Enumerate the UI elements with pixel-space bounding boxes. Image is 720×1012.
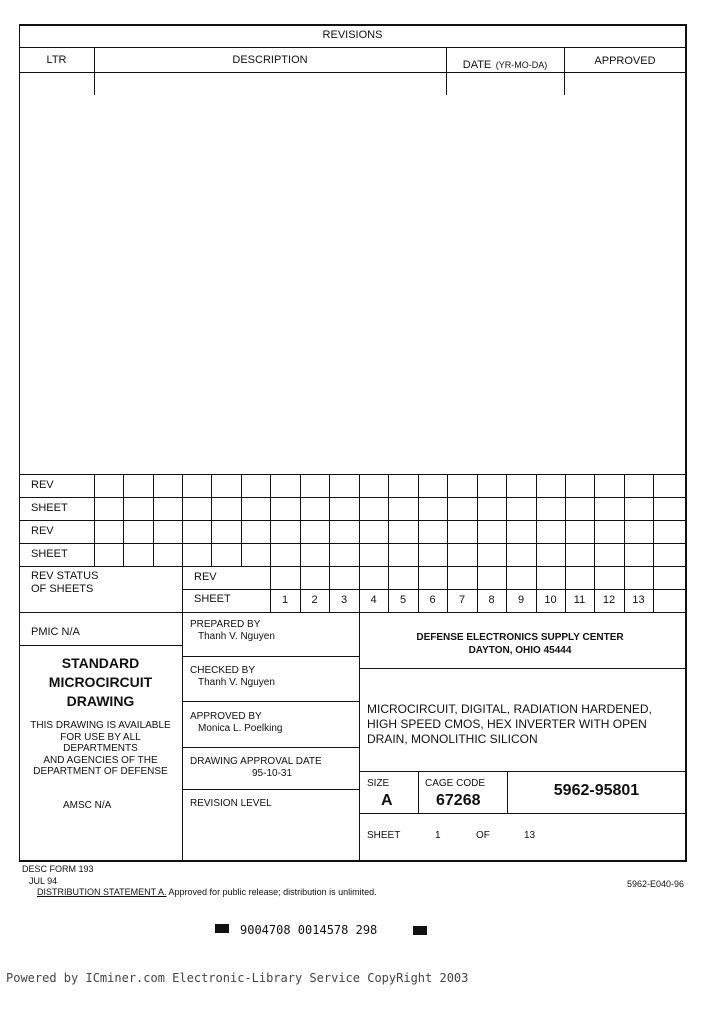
- grid-column-line: [447, 474, 448, 566]
- center-name: DEFENSE ELECTRONICS SUPPLY CENTER: [416, 632, 624, 643]
- rev-status-sheet-label: SHEET: [194, 593, 231, 605]
- grid-column-line: [653, 566, 654, 612]
- grid-line: [19, 612, 686, 613]
- distribution-statement: [37, 888, 377, 897]
- grid-line: [19, 474, 686, 475]
- rev-header-line: [19, 72, 686, 73]
- cage-label: CAGE CODE: [425, 778, 486, 789]
- rev-row-label: REV: [31, 525, 54, 537]
- barcode-number: 9004708 0014578 298: [240, 923, 378, 937]
- grid-column-line: [123, 474, 124, 566]
- grid-column-line: [300, 474, 301, 566]
- grid-column-line: [418, 474, 419, 566]
- tb-line: [182, 747, 359, 748]
- sheet-number-cell: 3: [340, 594, 348, 606]
- grid-column-line: [153, 474, 154, 566]
- tb-line: [182, 566, 183, 860]
- tb-line: [182, 789, 359, 790]
- availability-3: DEPARTMENTS: [63, 743, 138, 754]
- grid-column-line: [241, 474, 242, 566]
- grid-column-line: [594, 474, 595, 566]
- sheet-number-cell: 2: [311, 594, 318, 606]
- sheet-number-cell: 4: [370, 594, 377, 606]
- rev-row-label: REV: [31, 479, 54, 491]
- grid-column-line: [182, 474, 183, 566]
- sheet-number-cell: 5: [399, 594, 407, 606]
- barcode-block-left: [215, 924, 229, 933]
- sheet-number-cell: 9: [517, 594, 525, 606]
- tb-line: [19, 645, 182, 646]
- date-format: (YR-MO-DA): [495, 60, 548, 70]
- title-desc-1: MICROCIRCUIT, DIGITAL, RADIATION HARDENED,: [367, 702, 652, 716]
- tb-line: [182, 701, 359, 702]
- approval-date-value: 95-10-31: [252, 768, 293, 779]
- grid-column-line: [388, 474, 389, 566]
- grid-column-line: [94, 474, 95, 566]
- approval-date-label: DRAWING APPROVAL DATE: [190, 756, 322, 767]
- tb-line: [182, 656, 359, 657]
- availability-2: FOR USE BY ALL: [60, 732, 141, 743]
- title-desc-3: DRAIN, MONOLITHIC SILICON: [367, 732, 538, 746]
- prepared-name: Thanh V. Nguyen: [198, 631, 275, 642]
- revision-level-label: REVISION LEVEL: [190, 798, 272, 809]
- grid-line: [182, 589, 686, 590]
- description-header: DESCRIPTION: [232, 54, 308, 66]
- sheet-row-label: SHEET: [31, 548, 68, 560]
- standard-title-1: STANDARD: [61, 655, 140, 671]
- ltr-header: LTR: [46, 54, 67, 66]
- sheet-total: 13: [524, 830, 536, 841]
- tb-line: [359, 813, 686, 814]
- standard-title-2: MICROCIRCUIT: [48, 674, 153, 690]
- approved-by-label: APPROVED BY: [190, 711, 262, 722]
- availability-1: THIS DRAWING IS AVAILABLE: [30, 720, 171, 731]
- tb-line: [359, 668, 686, 669]
- date-header: [446, 56, 564, 72]
- grid-line: [19, 520, 686, 521]
- grid-column-line: [359, 474, 360, 566]
- approved-header: APPROVED: [594, 55, 656, 67]
- grid-column-line: [506, 474, 507, 566]
- powered-by: Powered by ICminer.com Electronic-Library Service CopyRight 2003: [6, 971, 469, 985]
- prepared-label: PREPARED BY: [190, 619, 261, 630]
- grid-column-line: [270, 474, 271, 566]
- approved-by-name: Monica L. Poelking: [198, 723, 283, 734]
- sheet-number-cell: 6: [429, 594, 436, 606]
- sheet-number-cell: 12: [602, 594, 616, 606]
- desc-form: DESC FORM 193: [22, 864, 94, 874]
- rev-status-rev-label: REV: [194, 571, 217, 583]
- grid-column-line: [536, 474, 537, 566]
- rev-status-label-2: OF SHEETS: [31, 583, 94, 595]
- frame-bottom: [19, 860, 687, 862]
- sheet-number-cell: 8: [488, 594, 495, 606]
- amsc: AMSC N/A: [63, 800, 112, 811]
- tb-line: [418, 771, 419, 813]
- checked-name: Thanh V. Nguyen: [198, 677, 275, 688]
- sheet-number-cell: 1: [281, 594, 289, 606]
- grid-column-line: [653, 474, 654, 566]
- grid-line: [19, 566, 686, 567]
- pmic: PMIC N/A: [31, 626, 80, 638]
- rev-status-label-1: REV STATUS: [31, 570, 99, 582]
- sheet-number: 1: [435, 830, 441, 841]
- sheet-number-cell: 13: [632, 594, 645, 606]
- sheet-number-cell: 11: [573, 594, 586, 606]
- desc-form-date: JUL 94: [29, 876, 58, 886]
- sheet-label: SHEET: [367, 830, 401, 841]
- grid-column-line: [329, 474, 330, 566]
- drawing-number: 5962-95801: [553, 782, 640, 799]
- availability-4: AND AGENCIES OF THE: [43, 755, 158, 766]
- distribution-text: Approved for public release; distribution is unlimited.: [168, 887, 377, 897]
- availability-5: DEPARTMENT OF DEFENSE: [33, 766, 168, 777]
- barcode-block-right: [413, 926, 427, 935]
- standard-title-3: DRAWING: [66, 693, 135, 709]
- center-address: DAYTON, OHIO 45444: [468, 645, 572, 656]
- rev-title-line: [19, 47, 686, 48]
- grid-column-line: [211, 474, 212, 566]
- rev-col-approved: [564, 47, 565, 95]
- size-value: A: [381, 792, 393, 809]
- doc-code: 5962-E040-96: [627, 879, 685, 889]
- size-label: SIZE: [367, 778, 390, 789]
- sheet-of-label: OF: [476, 830, 490, 841]
- grid-column-line: [477, 474, 478, 566]
- distribution-label: DISTRIBUTION STATEMENT A.: [37, 887, 167, 897]
- sheet-number-cell: 10: [544, 594, 557, 606]
- grid-line: [19, 543, 686, 544]
- cage-value: 67268: [436, 792, 481, 809]
- frame-right: [685, 24, 687, 862]
- grid-line: [19, 497, 686, 498]
- checked-label: CHECKED BY: [190, 665, 256, 676]
- grid-column-line: [565, 474, 566, 566]
- date-header-label: DATE: [462, 59, 492, 71]
- tb-line: [359, 771, 686, 772]
- title-desc-2: HIGH SPEED CMOS, HEX INVERTER WITH OPEN: [367, 717, 647, 731]
- frame-top: [19, 24, 686, 26]
- revisions-title: REVISIONS: [322, 29, 383, 41]
- sheet-number-cell: 7: [458, 594, 466, 606]
- grid-column-line: [624, 474, 625, 566]
- sheet-row-label: SHEET: [31, 502, 68, 514]
